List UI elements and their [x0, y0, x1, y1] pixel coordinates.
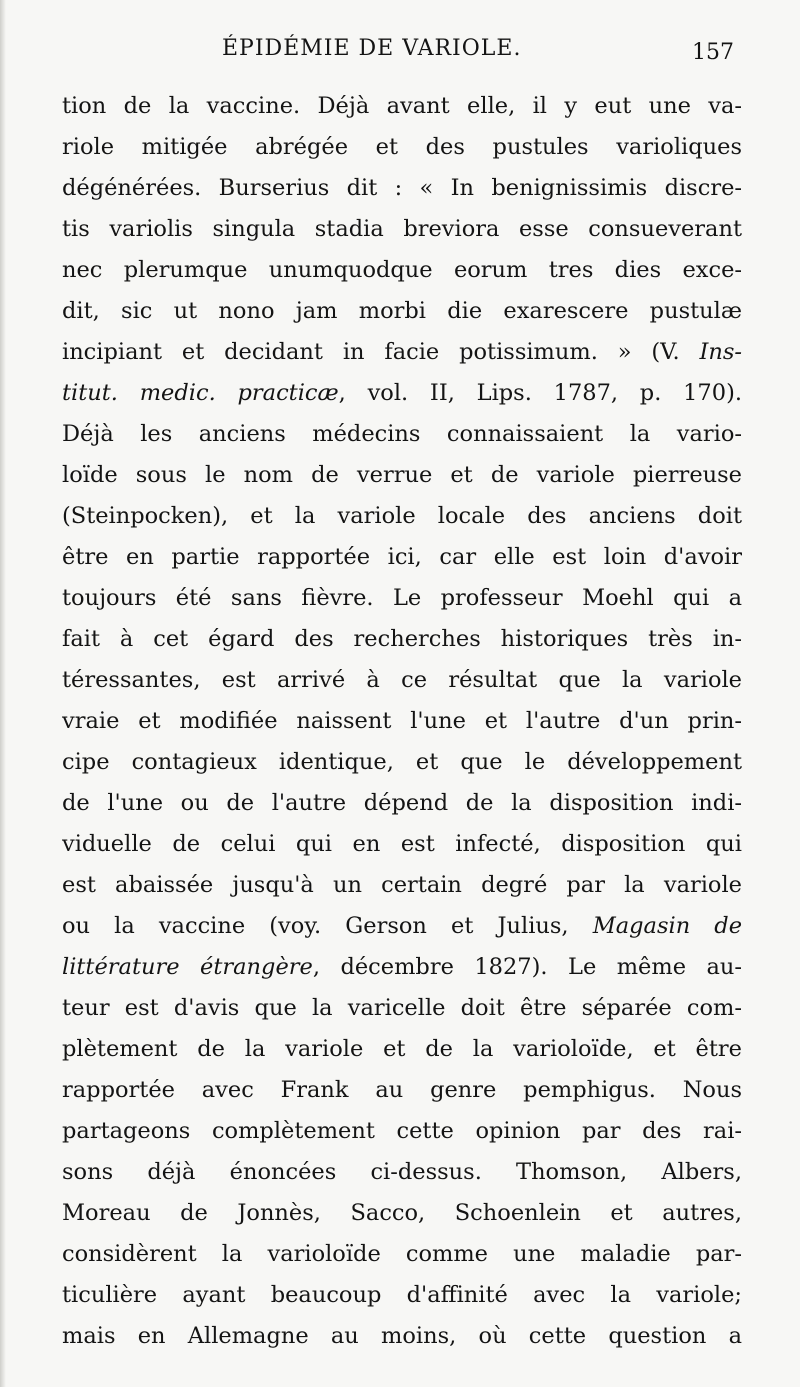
text-line [62, 865, 742, 906]
text-segment: viduelle de celui qui en est infecté, disposition qui [62, 831, 742, 857]
text-segment: sons déjà énoncées ci-dessus. Thomson, Albers, [62, 1159, 742, 1185]
text-line [62, 332, 742, 373]
text-line [62, 209, 742, 250]
italic-text: Ins- [699, 339, 742, 365]
text-segment: , décembre 1827). Le même au- [312, 954, 742, 980]
text-line [62, 1316, 742, 1357]
text-segment: , vol. II, Lips. 1787, p. 170). [338, 380, 742, 406]
text-line [62, 455, 742, 496]
text-line [62, 1193, 742, 1234]
body-text [62, 86, 742, 1357]
text-segment: vraie et modifiée naissent l'une et l'autre d'un prin- [62, 708, 742, 734]
text-line [62, 1029, 742, 1070]
text-segment: tion de la vaccine. Déjà avant elle, il y eut une va- [62, 93, 742, 119]
text-segment: loïde sous le nom de verrue et de variole pierreuse [62, 462, 742, 488]
text-segment: ou la vaccine (voy. Gerson et Julius, [62, 913, 593, 939]
text-line [62, 660, 742, 701]
text-line [62, 291, 742, 332]
text-segment: cipe contagieux identique, et que le développement [62, 749, 742, 775]
text-line [62, 824, 742, 865]
text-line [62, 742, 742, 783]
text-line [62, 127, 742, 168]
italic-text: Magasin de [592, 913, 742, 939]
text-line [62, 168, 742, 209]
text-line [62, 250, 742, 291]
text-segment: dégénérées. Burserius dit : « In benignissimis discre- [62, 175, 742, 201]
text-segment: rapportée avec Frank au genre pemphigus. Nous [62, 1077, 742, 1103]
text-segment: de l'une ou de l'autre dépend de la disposition indi- [62, 790, 742, 816]
text-line [62, 988, 742, 1029]
text-segment: considèrent la varioloïde comme une maladie par- [62, 1241, 742, 1267]
running-title: ÉPIDÉMIE DE VARIOLE. [222, 36, 522, 61]
text-line [62, 1152, 742, 1193]
text-segment: toujours été sans fièvre. Le professeur Moehl qui a [62, 585, 742, 611]
text-segment: incipiant et decidant in facie potissimum. » (V. [62, 339, 700, 365]
text-segment: mais en Allemagne au moins, où cette question a [62, 1323, 742, 1349]
page-header [0, 36, 800, 76]
text-segment: nec plerumque unumquodque eorum tres dies exce- [62, 257, 742, 283]
text-segment: tis variolis singula stadia breviora esse consueverant [62, 216, 742, 242]
text-line [62, 1111, 742, 1152]
text-segment: fait à cet égard des recherches historiques très in- [62, 626, 742, 652]
text-line [62, 947, 742, 988]
text-line [62, 1234, 742, 1275]
text-segment: être en partie rapportée ici, car elle est loin d'avoir [62, 544, 742, 570]
text-segment: riole mitigée abrégée et des pustules varioliques [62, 134, 742, 160]
text-line [62, 496, 742, 537]
text-line [62, 619, 742, 660]
italic-text: littérature étrangère [62, 954, 313, 980]
text-line [62, 701, 742, 742]
text-segment: (Steinpocken), et la variole locale des anciens doit [62, 503, 742, 529]
text-segment: plètement de la variole et de la varioloïde, et être [62, 1036, 742, 1062]
text-line [62, 373, 742, 414]
text-line [62, 783, 742, 824]
text-segment: teur est d'avis que la varicelle doit être séparée com- [62, 995, 742, 1021]
text-line [62, 1070, 742, 1111]
text-line [62, 578, 742, 619]
text-line [62, 906, 742, 947]
text-segment: partageons complètement cette opinion par des rai- [62, 1118, 742, 1144]
page-edge-shadow [0, 0, 6, 1387]
text-segment: Moreau de Jonnès, Sacco, Schoenlein et autres, [62, 1200, 742, 1226]
text-line [62, 414, 742, 455]
text-segment: téressantes, est arrivé à ce résultat que la variole [62, 667, 742, 693]
text-line [62, 86, 742, 127]
text-segment: Déjà les anciens médecins connaissaient la vario- [62, 421, 742, 447]
page-number: 157 [692, 40, 734, 65]
text-segment: dit, sic ut nono jam morbi die exarescere pustulæ [62, 298, 742, 324]
text-line [62, 537, 742, 578]
italic-text: titut. medic. practicæ [62, 380, 339, 406]
text-line [62, 1275, 742, 1316]
text-segment: ticulière ayant beaucoup d'affinité avec la variole; [62, 1282, 742, 1308]
text-segment: est abaissée jusqu'à un certain degré par la variole [62, 872, 742, 898]
